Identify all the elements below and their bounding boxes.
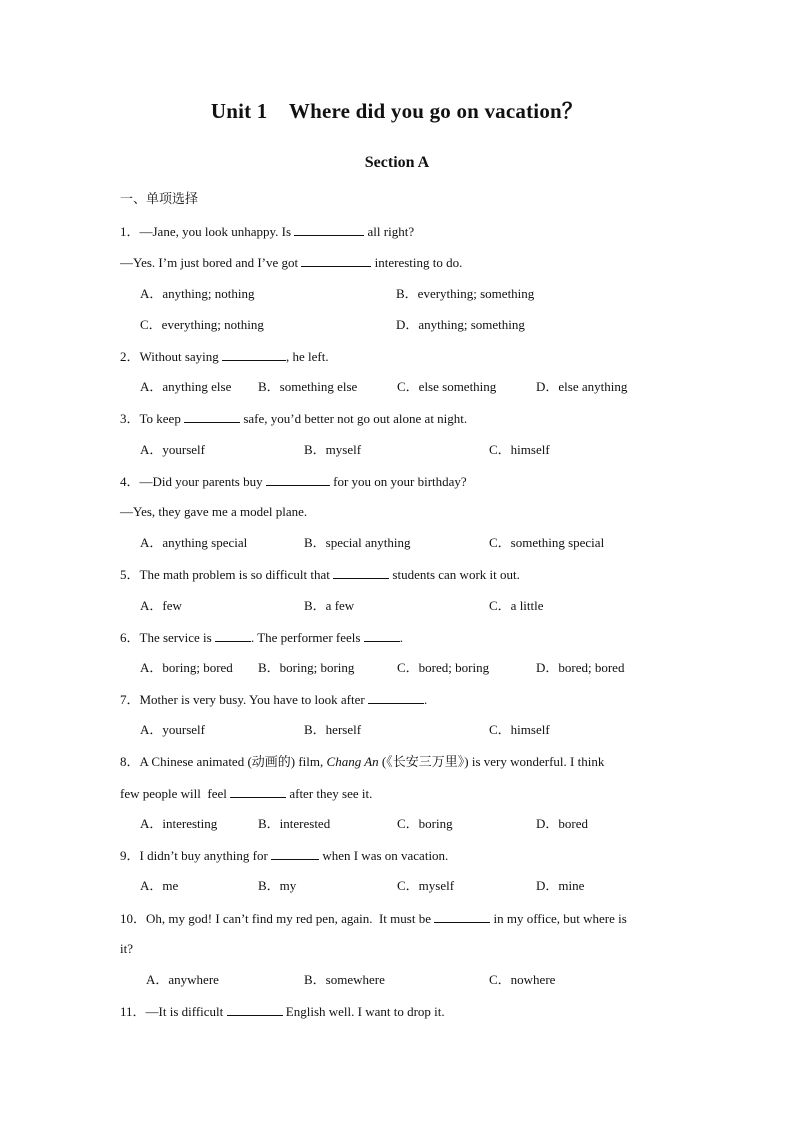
option-a[interactable]: A．few	[140, 598, 182, 613]
option-d[interactable]: D．anything; something	[396, 317, 525, 332]
question-text: (《长安三万里》) is very wonderful. I think	[378, 754, 605, 769]
question-text: English well. I want to drop it.	[282, 1004, 445, 1019]
question-text: 9．I didn’t buy anything for	[120, 848, 272, 863]
option-a[interactable]: A．anything; nothing	[140, 286, 255, 301]
question-text: 6．The service is	[120, 630, 215, 645]
option-d[interactable]: D．mine	[536, 878, 585, 893]
question-text: .	[399, 630, 403, 645]
answer-blank	[222, 346, 286, 361]
answer-blank	[368, 689, 424, 704]
option-a[interactable]: A．anything else	[140, 379, 232, 394]
option-b[interactable]: B．something else	[258, 379, 358, 394]
question-5	[120, 564, 680, 584]
question-text: 4．—Did your parents buy	[120, 474, 266, 489]
option-d[interactable]: D．else anything	[536, 379, 628, 394]
answer-blank	[364, 627, 400, 642]
question-text: few people will feel	[120, 786, 231, 801]
question-2	[120, 346, 680, 366]
question-text: after they see it.	[286, 786, 373, 801]
answer-blank	[271, 845, 319, 860]
page-title: Unit 1 Where did you go on vacation？	[210, 99, 584, 123]
question-text: interesting to do.	[371, 255, 463, 270]
question-text: in my office, but where is	[490, 911, 627, 926]
option-a[interactable]: A．yourself	[140, 722, 205, 737]
question-text: 7．Mother is very busy. You have to look after	[120, 692, 368, 707]
question-4	[120, 471, 680, 491]
option-b[interactable]: B．boring; boring	[258, 660, 355, 675]
answer-blank	[184, 408, 240, 423]
question-text: when I was on vacation.	[319, 848, 449, 863]
option-b[interactable]: B．interested	[258, 816, 331, 831]
question-8-cont	[120, 783, 680, 803]
section-heading: 一、单项选择	[120, 192, 199, 207]
question-9	[120, 845, 680, 865]
answer-blank	[434, 908, 490, 923]
option-c[interactable]: C．boring	[397, 816, 453, 831]
option-b[interactable]: B．myself	[304, 442, 362, 457]
question-6	[120, 627, 680, 647]
question-text: 1．—Jane, you look unhappy. Is	[120, 224, 295, 239]
question-text: for you on your birthday?	[329, 474, 467, 489]
option-c[interactable]: C．something special	[489, 535, 605, 550]
option-c[interactable]: C．everything; nothing	[140, 317, 264, 332]
option-b[interactable]: B．everything; something	[396, 286, 535, 301]
answer-blank	[215, 627, 251, 642]
question-text: 8．A Chinese animated (动画的) film,	[120, 754, 327, 769]
option-b[interactable]: B．my	[258, 878, 297, 893]
film-title: Chang An	[326, 754, 379, 769]
question-10	[120, 908, 680, 928]
answer-blank	[333, 564, 389, 579]
question-text: safe, you’d better not go out alone at night.	[240, 411, 468, 426]
option-c[interactable]: C．himself	[489, 722, 550, 737]
question-1	[120, 221, 680, 241]
option-d[interactable]: D．bored; bored	[536, 660, 625, 675]
option-d[interactable]: D．bored	[536, 816, 588, 831]
option-c[interactable]: C．a little	[489, 598, 544, 613]
question-text: students can work it out.	[389, 567, 520, 582]
answer-blank	[230, 783, 286, 798]
question-text: .	[423, 692, 428, 707]
question-text: . The performer feels	[250, 630, 364, 645]
option-b[interactable]: B．a few	[304, 598, 355, 613]
section-title: Section A	[364, 154, 430, 171]
answer-blank	[227, 1001, 283, 1016]
option-a[interactable]: A．anywhere	[146, 972, 219, 987]
question-text: 5．The math problem is so difficult that	[120, 567, 334, 582]
option-c[interactable]: C．bored; boring	[397, 660, 490, 675]
question-text: 11．—It is difficult	[120, 1004, 227, 1019]
option-c[interactable]: C．nowhere	[489, 972, 556, 987]
option-a[interactable]: A．interesting	[140, 816, 218, 831]
question-7	[120, 689, 680, 709]
option-b[interactable]: B．herself	[304, 722, 362, 737]
question-11	[120, 1001, 680, 1021]
question-text: all right?	[364, 224, 415, 239]
question-text: 10．Oh, my god! I can’t find my red pen, again. It must be	[120, 911, 435, 926]
question-text: 2．Without saying	[120, 349, 223, 364]
option-b[interactable]: B．somewhere	[304, 972, 385, 987]
option-b[interactable]: B．special anything	[304, 535, 411, 550]
option-a[interactable]: A．boring; bored	[140, 660, 233, 675]
option-c[interactable]: C．myself	[397, 878, 455, 893]
question-4-reply: —Yes, they gave me a model plane.	[120, 504, 308, 519]
question-text: —Yes. I’m just bored and I’ve got	[120, 255, 302, 270]
question-8	[120, 752, 680, 772]
question-text: , he left.	[286, 349, 329, 364]
question-text: 3．To keep	[120, 411, 185, 426]
option-c[interactable]: C．himself	[489, 442, 550, 457]
answer-blank	[301, 252, 371, 267]
question-3	[120, 408, 680, 428]
option-a[interactable]: A．yourself	[140, 442, 205, 457]
option-a[interactable]: A．me	[140, 878, 179, 893]
option-c[interactable]: C．else something	[397, 379, 497, 394]
option-a[interactable]: A．anything special	[140, 535, 248, 550]
question-1-reply	[120, 252, 680, 272]
answer-blank	[266, 471, 330, 486]
answer-blank	[294, 221, 364, 236]
question-10-cont: it?	[120, 941, 133, 956]
